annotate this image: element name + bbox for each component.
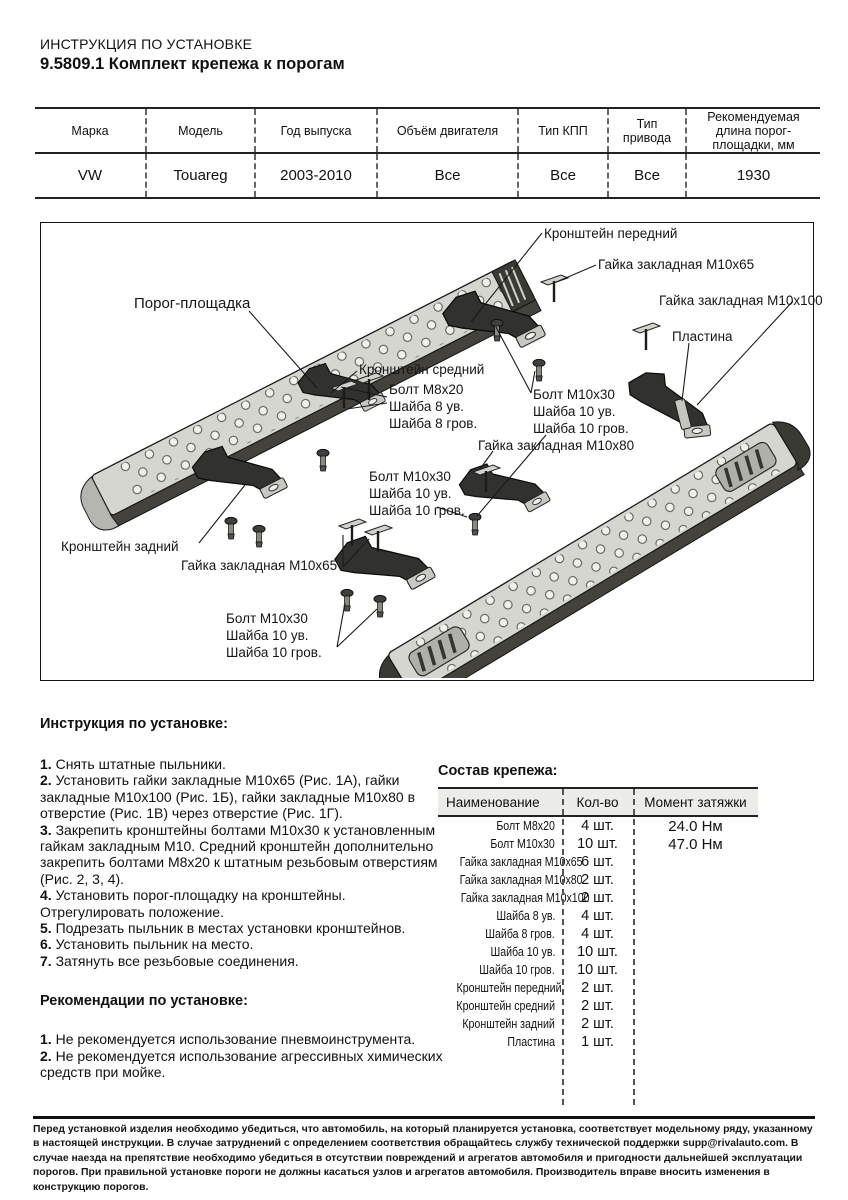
recommendation-item: 2. Не рекомендуется использование агрессивных химических средств при мойке. bbox=[40, 1047, 443, 1081]
col-value: Touareg bbox=[146, 153, 255, 198]
col-header: Год выпуска bbox=[255, 108, 377, 153]
bolt-part bbox=[225, 517, 237, 539]
part-qty: 6 шт. bbox=[581, 854, 614, 870]
callout-line: Шайба 10 ув. bbox=[369, 486, 452, 501]
doc-title: ИНСТРУКЦИЯ ПО УСТАНОВКЕ bbox=[40, 36, 253, 52]
col-value: Все bbox=[377, 153, 518, 198]
parts-table-header bbox=[438, 789, 758, 817]
part-name: Шайба 10 ув. bbox=[490, 945, 555, 959]
col-value: 1930 bbox=[686, 153, 820, 198]
part-qty: 10 шт. bbox=[577, 836, 618, 852]
parts-col-torque-header: Момент затяжки bbox=[644, 794, 747, 810]
part-name: Болт М10х30 bbox=[490, 837, 555, 851]
recommendations-title: Рекомендации по установке: bbox=[40, 993, 248, 1010]
bolt-part bbox=[317, 449, 329, 471]
callout-line: Шайба 10 ув. bbox=[533, 404, 616, 419]
vehicle-table-value-row bbox=[35, 153, 820, 198]
parts-list-title: Состав крепежа: bbox=[438, 763, 558, 779]
part-name: Кронштейн задний bbox=[462, 1017, 555, 1031]
enclosed-nut bbox=[633, 323, 660, 350]
part-qty: 2 шт. bbox=[581, 890, 614, 906]
callout-bolt-m8-group bbox=[389, 381, 477, 432]
installation-diagram bbox=[40, 222, 823, 681]
bracket-front-right bbox=[628, 367, 711, 444]
bolt-part bbox=[253, 525, 265, 547]
instructions-title: Инструкция по установке: bbox=[40, 716, 228, 732]
footer-disclaimer bbox=[33, 1116, 815, 1195]
bolt-part bbox=[469, 513, 481, 535]
parts-row bbox=[438, 1015, 758, 1033]
parts-row bbox=[438, 1033, 758, 1051]
callout-board: Порог-площадка bbox=[134, 295, 251, 312]
doc-subtitle: 9.5809.1 Комплект крепежа к порогам bbox=[40, 55, 345, 73]
col-value: 2003-2010 bbox=[255, 153, 377, 198]
col-header: Марка bbox=[71, 123, 109, 138]
bracket-middle-right bbox=[456, 443, 551, 535]
callout-line: Болт М8х20 bbox=[389, 382, 464, 397]
part-qty: 4 шт. bbox=[581, 908, 614, 924]
part-name: Пластина bbox=[507, 1035, 555, 1049]
callout-line: Болт М10х30 bbox=[369, 469, 451, 484]
part-name: Гайка закладная М10х100 bbox=[460, 891, 590, 905]
part-name: Гайка закладная М10х80 bbox=[459, 873, 583, 887]
parts-row bbox=[438, 925, 758, 943]
instruction-step: 2. Установить гайки закладные М10х65 (Рис. 1А), гайки закладные М10х100 (Рис. 1Б), гайки закладные М10х80 в отверстие (Рис. 1В) через отверстие (Рис. 1Г). bbox=[40, 772, 416, 822]
bolt-part bbox=[341, 589, 353, 611]
parts-table-divider bbox=[633, 789, 635, 1105]
part-name: Кронштейн передний bbox=[456, 981, 562, 995]
instruction-step: 7. Затянуть все резьбовые соединения. bbox=[40, 952, 299, 969]
parts-row bbox=[438, 907, 758, 925]
col-value: Все bbox=[518, 153, 608, 198]
footer-text: Перед установкой изделия необходимо убедиться, что автомобиль, на который планируется установка, соответствует модельному ряду, указанному в настоящей инструкции. В случае затруднений с определением соответствия обращайтесь службу технической поддержки supp@rivalauto.com. В случае наезда на препятствие необходимо убедиться в отсутствии повреждений и агрегатов автомобиля и пригодности дальнейшей эксплуатации порогов. При правильной установке пороги не должны касаться узлов и агрегатов автомобиля. Производитель вправе вносить изменения в конструкцию порогов. bbox=[33, 1124, 813, 1193]
instructions-section bbox=[40, 716, 444, 1081]
parts-row bbox=[438, 817, 758, 835]
callout-bolt-m10-group-mid bbox=[369, 468, 465, 519]
part-qty: 2 шт. bbox=[581, 872, 614, 888]
callout-nut-m10x65-top: Гайка закладная М10х65 bbox=[598, 257, 755, 272]
parts-list-section bbox=[438, 763, 758, 1105]
callout-line: Шайба 10 ув. bbox=[226, 628, 309, 643]
part-name: Гайка закладная М10х65 bbox=[459, 855, 583, 869]
parts-row bbox=[438, 853, 758, 871]
col-header: Тип привода bbox=[608, 108, 686, 153]
instruction-step: 5. Подрезать пыльник в местах установки кронштейнов. bbox=[40, 920, 406, 937]
callout-line: Шайба 8 гров. bbox=[389, 416, 478, 431]
callout-nut-m10x80: Гайка закладная М10х80 bbox=[478, 438, 635, 453]
part-name: Кронштейн средний bbox=[456, 999, 555, 1013]
callout-bolt-m10-group-right bbox=[533, 386, 629, 437]
part-qty: 10 шт. bbox=[577, 944, 618, 960]
part-qty: 2 шт. bbox=[581, 1016, 614, 1032]
vehicle-table bbox=[35, 107, 820, 199]
col-value: VW bbox=[77, 167, 103, 184]
bolt-part bbox=[533, 359, 545, 381]
parts-col-qty-header: Кол-во bbox=[576, 794, 619, 810]
callout-bracket-rear: Кронштейн задний bbox=[61, 539, 179, 554]
parts-table-rows bbox=[438, 817, 758, 1051]
parts-row bbox=[438, 997, 758, 1015]
part-torque: 24.0 Нм bbox=[668, 817, 723, 835]
part-qty: 4 шт. bbox=[581, 818, 614, 834]
parts-row bbox=[438, 871, 758, 889]
part-name: Болт М8х20 bbox=[496, 819, 555, 833]
parts-row bbox=[438, 835, 758, 853]
parts-row bbox=[438, 961, 758, 979]
callout-line: Шайба 10 гров. bbox=[226, 645, 322, 660]
col-header: Рекомендуемая длина порог-площадки, мм bbox=[686, 108, 820, 153]
instruction-step: 3. Закрепить кронштейны болтами М10х30 к установленным гайкам закладным М10. Средний кронштейн дополнительно закрепить болтами М8х20 к штатным резьбовым отверстиям (Рис. 2, 3, 4). bbox=[40, 821, 438, 887]
parts-col-name-header: Наименование bbox=[446, 794, 540, 810]
part-qty: 4 шт. bbox=[581, 926, 614, 942]
part-name: Шайба 10 гров. bbox=[479, 963, 555, 977]
callout-line: Шайба 8 ув. bbox=[389, 399, 465, 414]
part-name: Шайба 8 гров. bbox=[485, 927, 555, 941]
callout-line: Болт М10х30 bbox=[533, 387, 615, 402]
vehicle-table-header-row bbox=[35, 108, 820, 153]
part-qty: 1 шт. bbox=[581, 1034, 614, 1050]
part-qty: 2 шт. bbox=[581, 998, 614, 1014]
parts-table-divider bbox=[562, 789, 564, 1105]
col-header: Модель bbox=[146, 108, 255, 153]
recommendation-item: 1. Не рекомендуется использование пневмоинструмента. bbox=[40, 1031, 416, 1048]
callout-nut-m10x100: Гайка закладная М10х100 bbox=[659, 293, 823, 308]
col-header: Объём двигателя bbox=[377, 108, 518, 153]
col-header: Тип КПП bbox=[518, 108, 608, 153]
parts-table bbox=[438, 787, 758, 1105]
callout-line: Болт М10х30 bbox=[226, 611, 308, 626]
part-name: Шайба 8 ув. bbox=[495, 909, 555, 923]
parts-row bbox=[438, 943, 758, 961]
part-qty: 2 шт. bbox=[581, 980, 614, 996]
parts-row bbox=[438, 889, 758, 907]
callout-bolt-m10-group-bottom bbox=[226, 610, 322, 661]
callout-bracket-middle: Кронштейн средний bbox=[359, 362, 485, 377]
bolt-part bbox=[374, 595, 386, 617]
callout-line: Шайба 10 гров. bbox=[369, 503, 465, 518]
callout-plate: Пластина bbox=[672, 329, 733, 344]
instruction-step: 6. Установить пыльник на место. bbox=[40, 936, 254, 953]
callout-nut-m10x65-bottom: Гайка закладная М10х65 bbox=[181, 558, 338, 573]
instruction-step: 4. Установить порог-площадку на кронштейны. Отрегулировать положение. bbox=[40, 887, 346, 920]
part-qty: 10 шт. bbox=[577, 962, 618, 978]
callout-bracket-front: Кронштейн передний bbox=[544, 226, 678, 241]
parts-row bbox=[438, 979, 758, 997]
callout-line: Шайба 10 гров. bbox=[533, 421, 629, 436]
part-torque: 47.0 Нм bbox=[668, 835, 723, 853]
col-value: Все bbox=[608, 153, 686, 198]
instruction-step: 1. Снять штатные пыльники. bbox=[40, 756, 226, 772]
